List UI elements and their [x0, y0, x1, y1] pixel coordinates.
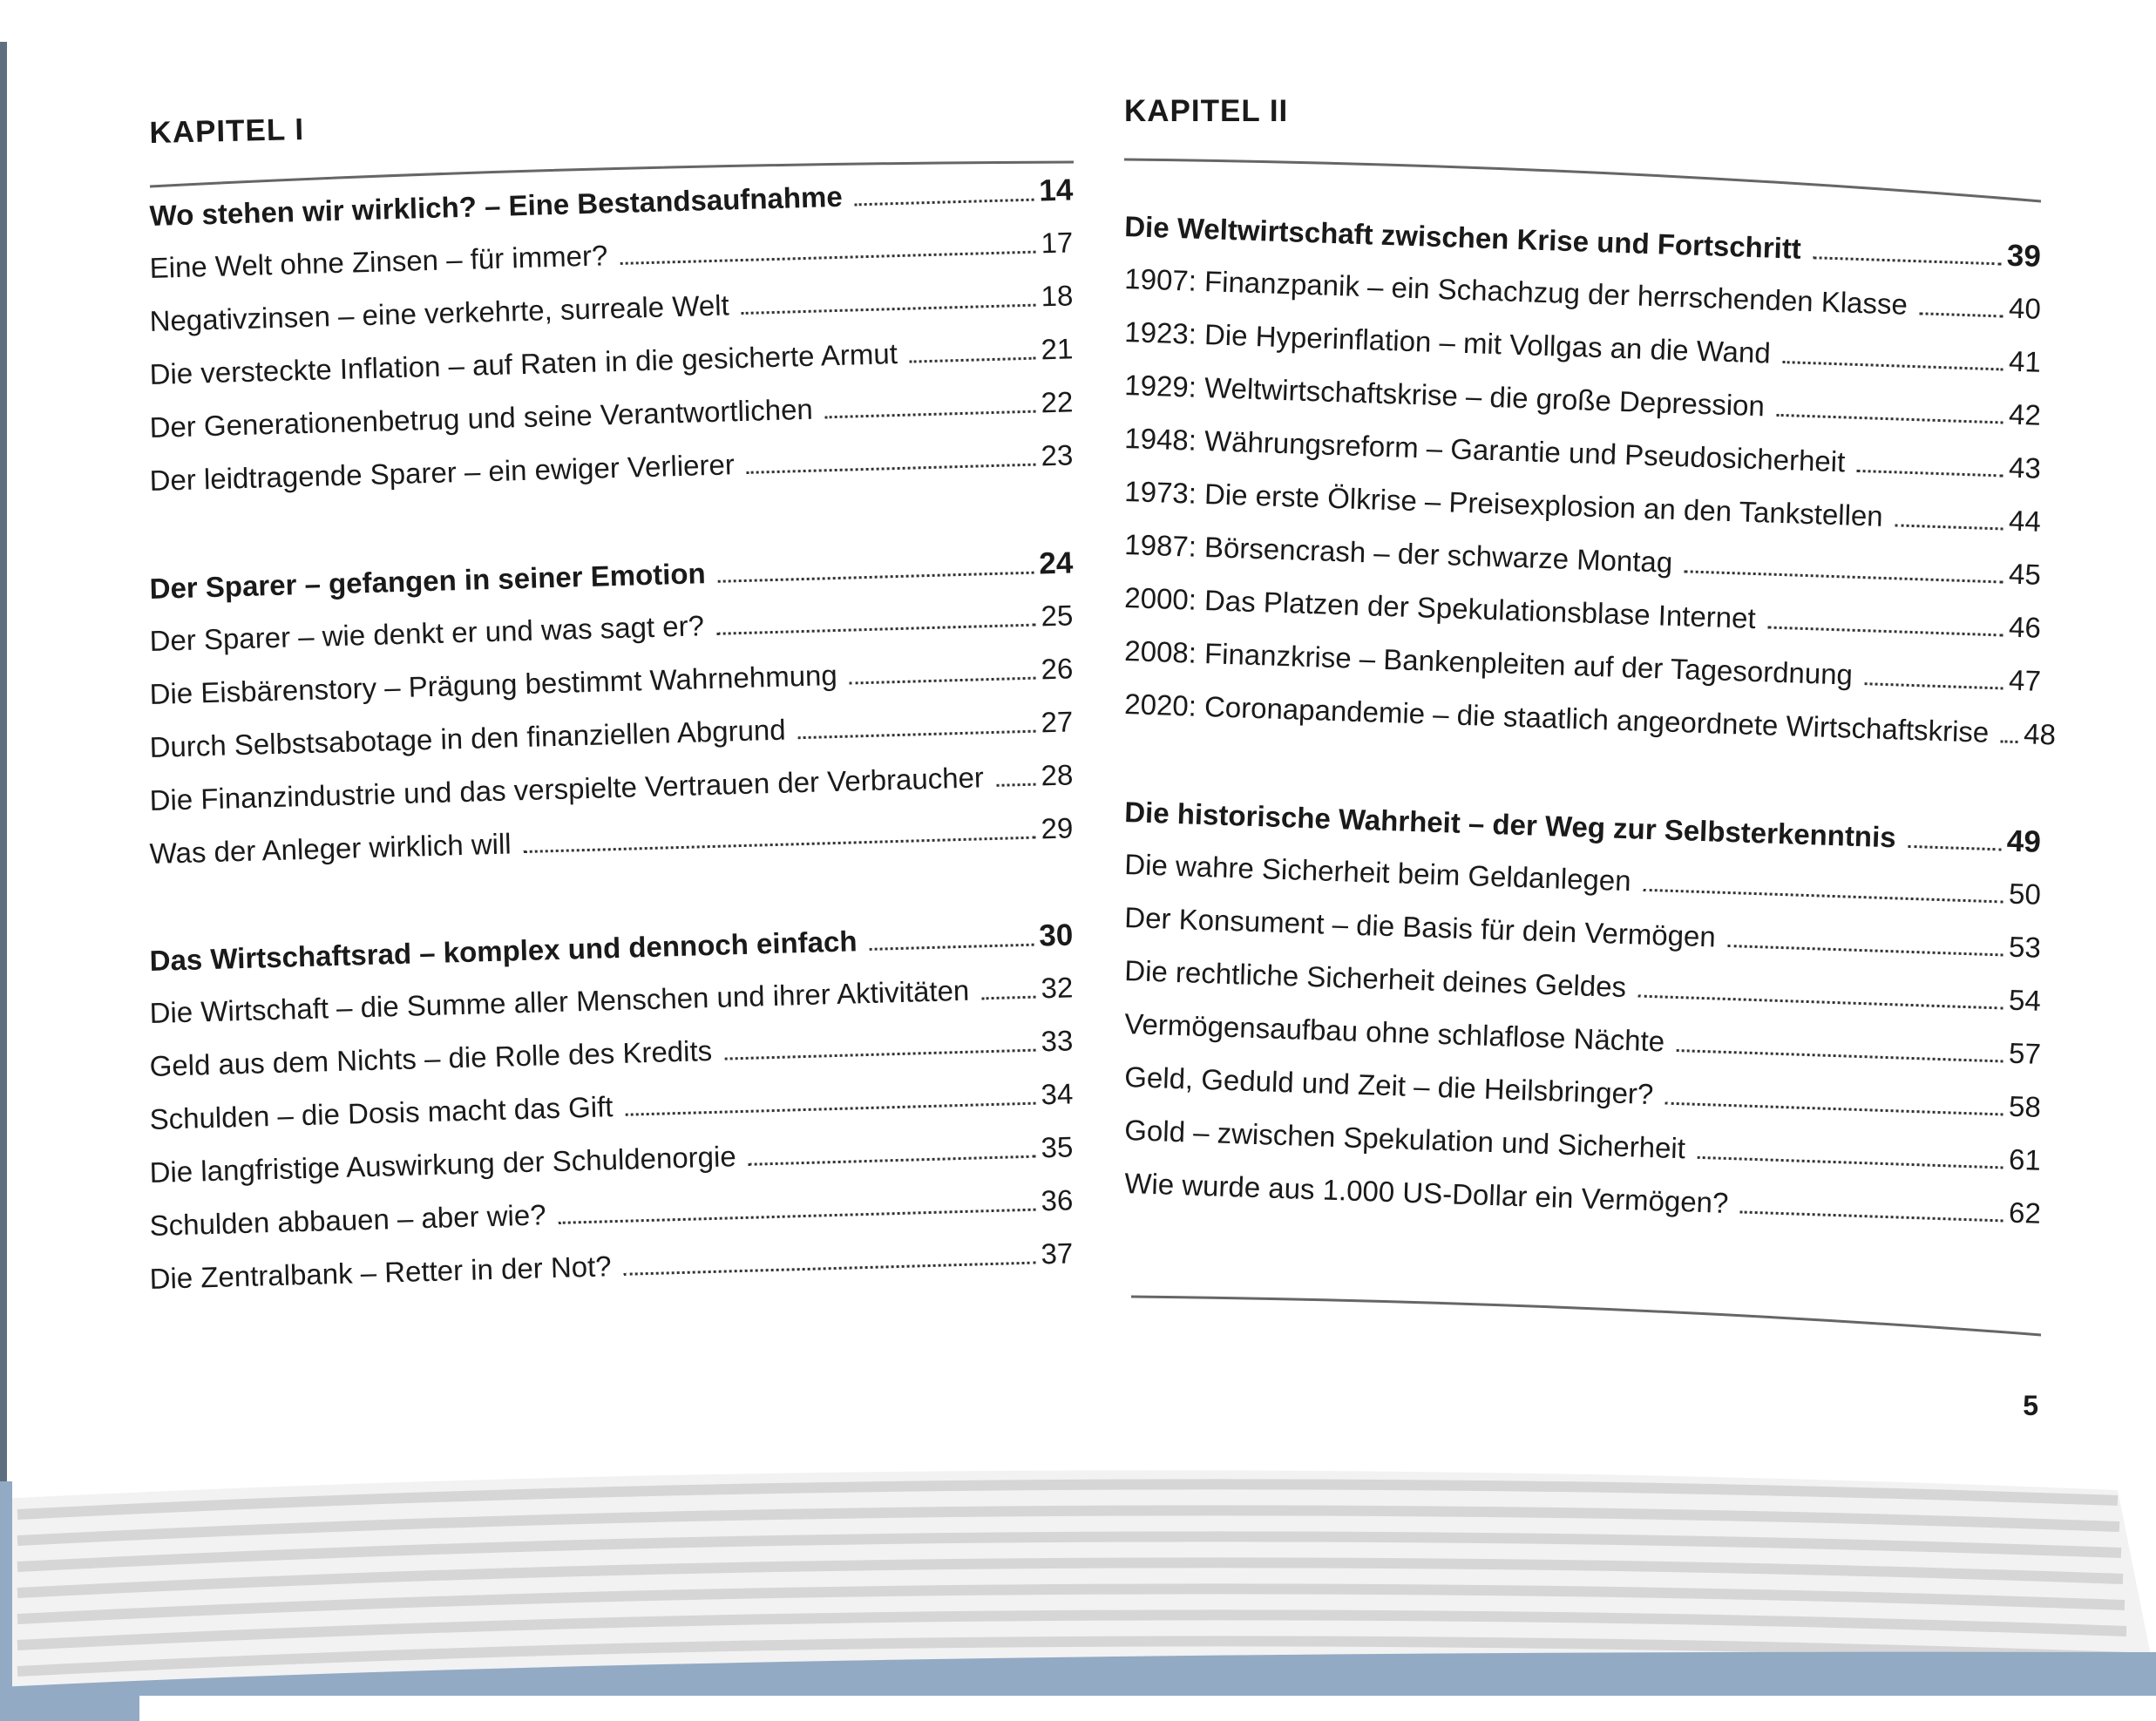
toc-entry-page: 14 [1038, 173, 1074, 208]
toc-entry-title: Die wahre Sicherheit beim Geldanlegen [1123, 848, 1632, 898]
dot-leader [747, 464, 1036, 474]
toc-entry-page: 37 [1041, 1237, 1074, 1270]
toc-entry-page: 57 [2008, 1036, 2042, 1070]
chapter-heading-left: KAPITEL I [149, 112, 305, 151]
toc-entry-title: 1973: Die erste Ölkrise – Preisexplosion an den Tankstellen [1123, 475, 1884, 532]
toc-entry-title: Vermögensaufbau ohne schlaflose Nächte [1123, 1007, 1665, 1058]
dot-leader [626, 1102, 1036, 1116]
toc-entry-page: 17 [1041, 226, 1074, 260]
toc-entry-page: 26 [1041, 652, 1074, 686]
toc-entry-page: 46 [2008, 610, 2042, 644]
dot-leader [1767, 626, 2003, 636]
book-spine-edge [0, 42, 7, 1519]
toc-entry-page: 62 [2008, 1196, 2042, 1230]
toc-entry-title: Der Generationenbetrug und seine Verantwortlichen [149, 392, 814, 444]
toc-entry-page: 25 [1041, 599, 1074, 633]
dot-leader [910, 357, 1036, 363]
chapter-rule-right [1124, 152, 2041, 205]
toc-entry-title: Der Sparer – gefangen in seiner Emotion [149, 557, 707, 605]
dot-leader [1698, 1156, 2003, 1169]
toc-entry-title: Negativzinsen – eine verkehrte, surreale Welt [149, 288, 730, 337]
bottom-rule-right [1131, 1290, 2041, 1342]
toc-section [149, 918, 1074, 1316]
toc-entry-title: 2008: Finanzkrise – Bankenpleiten auf der Tagesordnung [1123, 634, 1854, 691]
toc-entry-title: 1907: Finanzpanik – ein Schachzug der herrschenden Klasse [1123, 262, 1909, 321]
toc-entry-page: 18 [1041, 279, 1074, 313]
toc-entry-title: Geld aus dem Nichts – die Rolle des Kredits [149, 1033, 713, 1082]
toc-entry-page: 45 [2008, 557, 2042, 591]
toc-entry-page: 28 [1041, 758, 1074, 792]
toc-entry-page: 33 [1041, 1024, 1074, 1058]
dot-leader [1776, 414, 2003, 424]
toc-entry-title: Die historische Wahrheit – der Weg zur Selbsterkenntnis [1123, 796, 1897, 854]
toc-entry-page: 36 [1041, 1183, 1074, 1217]
dot-leader [1665, 1102, 2003, 1116]
dot-leader [850, 677, 1036, 685]
toc-entry-title: Die Wirtschaft – die Summe aller Menschen und ihrer Aktivitäten [149, 973, 970, 1029]
toc-entry-page: 41 [2008, 344, 2042, 378]
dot-leader [718, 572, 1034, 583]
dot-leader [620, 251, 1035, 265]
page-number: 5 [2023, 1390, 2038, 1421]
toc-entry-title: Schulden – die Dosis macht das Gift [149, 1090, 614, 1135]
toc-entry-title: Die versteckte Inflation – auf Raten in die gesicherte Armut [149, 337, 898, 390]
toc-entry-title: Der leidtragende Sparer – ein ewiger Verlierer [149, 448, 736, 497]
dot-leader [724, 1049, 1036, 1060]
toc-entry-page: 22 [1041, 385, 1074, 419]
toc-entry-page: 50 [2008, 877, 2042, 911]
toc-entry-page: 23 [1041, 438, 1074, 472]
dot-leader [524, 837, 1036, 853]
dot-leader [1813, 256, 2001, 265]
toc-entry-title: 1987: Börsencrash – der schwarze Montag [1123, 528, 1673, 579]
toc-entry-page: 32 [1041, 971, 1074, 1005]
toc-entry-title: Wie wurde aus 1.000 US-Dollar ein Vermögen? [1123, 1167, 1729, 1219]
toc-entry-page: 58 [2008, 1089, 2042, 1123]
toc-entry-title: Die rechtliche Sicherheit deines Geldes [1123, 954, 1627, 1004]
toc-entry-page: 44 [2008, 504, 2042, 538]
dot-leader [2001, 740, 2018, 743]
toc-entry-page: 47 [2008, 663, 2042, 697]
toc-entry-page: 61 [2008, 1142, 2042, 1176]
toc-entry-title: Die langfristige Auswirkung der Schuldenorgie [149, 1140, 737, 1189]
dot-leader [1919, 312, 2003, 317]
toc-section [1123, 795, 2042, 1230]
toc-entry-title: Wo stehen wir wirklich? – Eine Bestandsaufnahme [149, 180, 844, 232]
dot-leader [624, 1262, 1036, 1276]
dot-leader [1643, 889, 2003, 904]
dot-leader [749, 1155, 1036, 1166]
dot-leader [1895, 524, 2003, 530]
toc-entry-title: 2020: Coronapandemie – die staatlich angeordnete Wirtschaftskrise [1123, 688, 1990, 749]
dot-leader [1677, 1049, 2003, 1062]
dot-leader [996, 783, 1036, 787]
toc-section [149, 173, 1074, 518]
toc-entry-title: Gold – zwischen Spekulation und Sicherheit [1123, 1114, 1686, 1165]
toc-entry-page: 27 [1041, 705, 1074, 739]
toc-entry-title: Der Konsument – die Basis für dein Vermögen [1123, 901, 1717, 953]
toc-entry-page: 21 [1041, 332, 1074, 366]
toc-entry-page: 54 [2008, 983, 2042, 1017]
dot-leader [981, 996, 1035, 1000]
toc-entry-title: Die Zentralbank – Retter in der Not? [149, 1250, 613, 1295]
dot-leader [1727, 945, 2003, 956]
toc-entry-title: Die Finanzindustrie und das verspielte Vertrauen der Verbraucher [149, 761, 985, 816]
toc-entry-title: 1929: Weltwirtschaftskrise – die große Depression [1123, 369, 1766, 423]
dot-leader [716, 624, 1036, 635]
toc-entry-page: 34 [1041, 1077, 1074, 1111]
toc-entry-title: Geld, Geduld und Zeit – die Heilsbringer? [1123, 1060, 1654, 1111]
dot-leader [1865, 682, 2003, 689]
chapter-heading-right: KAPITEL II [1124, 94, 1289, 128]
dot-leader [870, 944, 1034, 951]
dot-leader [559, 1209, 1036, 1224]
toc-entry-title: Was der Anleger wirklich will [149, 827, 512, 870]
toc-entry-page: 42 [2008, 397, 2042, 431]
toc-entry-title: 2000: Das Platzen der Spekulationsblase Internet [1123, 581, 1757, 635]
dot-leader [825, 410, 1036, 419]
toc-entry-title: Eine Welt ohne Zinsen – für immer? [149, 239, 608, 284]
toc-entry-title: 1948: Währungsreform – Garantie und Pseudosicherheit [1123, 422, 1846, 478]
toc-entry-page: 39 [2006, 238, 2042, 274]
toc-entry-page: 53 [2008, 930, 2042, 964]
toc-entry-page: 48 [2023, 717, 2057, 751]
dot-leader [1638, 995, 2003, 1010]
dot-leader [1782, 361, 2003, 370]
dot-leader [798, 730, 1036, 740]
toc-entry-page: 30 [1038, 918, 1074, 953]
toc-entry-page: 40 [2008, 291, 2042, 325]
toc-entry-title: Schulden abbauen – aber wie? [149, 1198, 547, 1242]
toc-entry-title: 1923: Die Hyperinflation – mit Vollgas an die Wand [1123, 315, 1772, 369]
dot-leader [1740, 1210, 2003, 1222]
toc-entry-title: Die Weltwirtschaft zwischen Krise und Fortschritt [1123, 210, 1802, 265]
dot-leader [1908, 845, 2001, 851]
dot-leader [1685, 570, 2003, 583]
page-stack-illustration [0, 1447, 2156, 1721]
toc-entry-title: Die Eisbärenstory – Prägung bestimmt Wahrnehmung [149, 658, 838, 710]
toc-entry-page: 24 [1038, 545, 1074, 581]
dot-leader [855, 199, 1034, 207]
toc-entry-page: 35 [1041, 1130, 1074, 1164]
toc-section [149, 545, 1074, 891]
toc-entry-page: 43 [2008, 451, 2042, 484]
toc-entry-title: Das Wirtschaftsrad – komplex und dennoch einfach [149, 925, 858, 977]
dot-leader [742, 304, 1036, 315]
toc-entry-title: Der Sparer – wie denkt er und was sagt er? [149, 609, 705, 657]
toc-entry-title: Durch Selbstsabotage in den finanziellen Abgrund [149, 713, 787, 763]
toc-entry-page: 49 [2006, 823, 2042, 859]
dot-leader [1857, 470, 2003, 478]
toc-entry-page: 29 [1041, 811, 1074, 845]
toc-section [1123, 209, 2057, 751]
